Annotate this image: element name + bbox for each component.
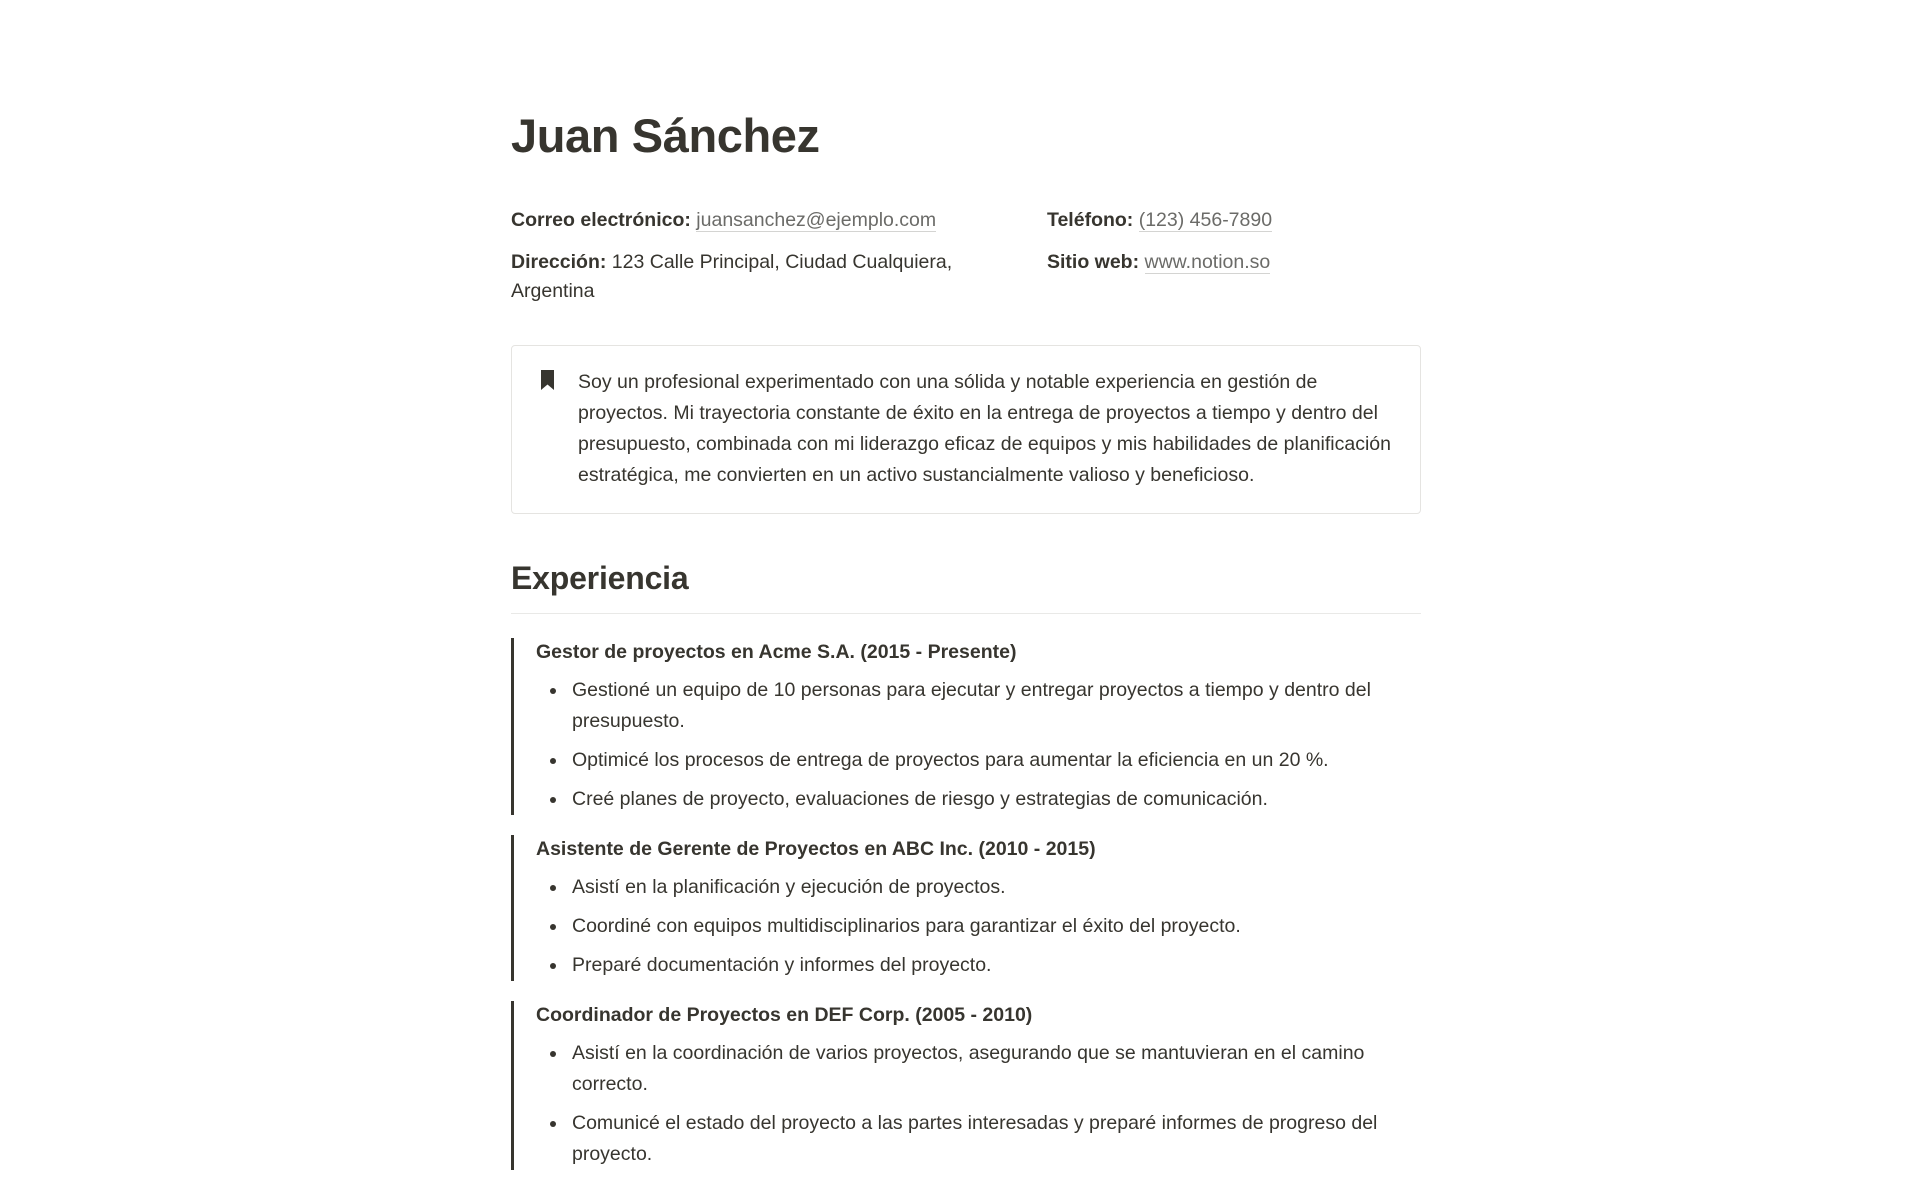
job-title: Gestor de proyectos en Acme S.A. (2015 - Presente) (536, 641, 1017, 664)
website-link[interactable]: www.notion.so (1144, 250, 1271, 273)
summary-text: Soy un profesional experimentado con una sólida y notable experiencia en gestión de proyectos. Mi trayectoria constante de éxito en la entrega de proyectos a tiempo y dentro del presupuesto, combinada con mi liderazgo eficaz de equipos y mis habilidades de planificación estratégica, me convierten en un activo sustancialmente valioso y beneficioso. (578, 370, 1391, 486)
list-item: Gestioné un equipo de 10 personas para ejecutar y entregar proyectos a tiempo y dentro del presupuesto. (536, 675, 1421, 737)
experience-item (511, 1001, 1421, 1170)
job-bullets (536, 1038, 1421, 1170)
email-row (511, 206, 966, 236)
summary-callout (511, 345, 1421, 514)
list-item: Creé planes de proyecto, evaluaciones de riesgo y estrategias de comunicación. (536, 784, 1421, 815)
list-item: Optimicé los procesos de entrega de proyectos para aumentar la eficiencia en un 20 %. (536, 745, 1421, 776)
bookmark-icon (534, 369, 560, 399)
contact-info (511, 206, 1421, 307)
contact-column-left (511, 206, 966, 307)
address-value: 123 Calle Principal, Ciudad Cualquiera, Argentina (511, 250, 953, 303)
address-label: Dirección: (511, 250, 607, 273)
job-title: Coordinador de Proyectos en DEF Corp. (2005 - 2010) (536, 1004, 1033, 1027)
list-item: Preparé documentación y informes del proyecto. (536, 950, 1421, 981)
list-item: Comunicé el estado del proyecto a las partes interesadas y preparé informes de progreso del proyecto. (536, 1108, 1421, 1170)
email-link[interactable]: juansanchez@ejemplo.com (696, 209, 937, 232)
job-bullets (536, 675, 1421, 815)
resume-document (511, 0, 1421, 1170)
list-item: Asistí en la coordinación de varios proyectos, asegurando que se mantuvieran en el camino correcto. (536, 1038, 1421, 1100)
list-item: Asistí en la planificación y ejecución de proyectos. (536, 872, 1421, 903)
phone-label: Teléfono: (1047, 209, 1134, 232)
experience-item (511, 835, 1421, 981)
page-title: Juan Sánchez (511, 109, 820, 162)
phone-link[interactable]: (123) 456-7890 (1138, 209, 1273, 232)
website-row (1047, 248, 1421, 278)
contact-column-right (966, 206, 1421, 307)
email-label: Correo electrónico: (511, 209, 691, 232)
website-label: Sitio web: (1047, 250, 1140, 273)
address-row (511, 248, 966, 307)
list-item: Coordiné con equipos multidisciplinarios para garantizar el éxito del proyecto. (536, 911, 1421, 942)
phone-row (1047, 206, 1421, 236)
experience-item (511, 638, 1421, 815)
job-bullets (536, 872, 1421, 981)
section-title-experience: Experiencia (511, 558, 1421, 615)
job-title: Asistente de Gerente de Proyectos en ABC Inc. (2010 - 2015) (536, 838, 1096, 861)
